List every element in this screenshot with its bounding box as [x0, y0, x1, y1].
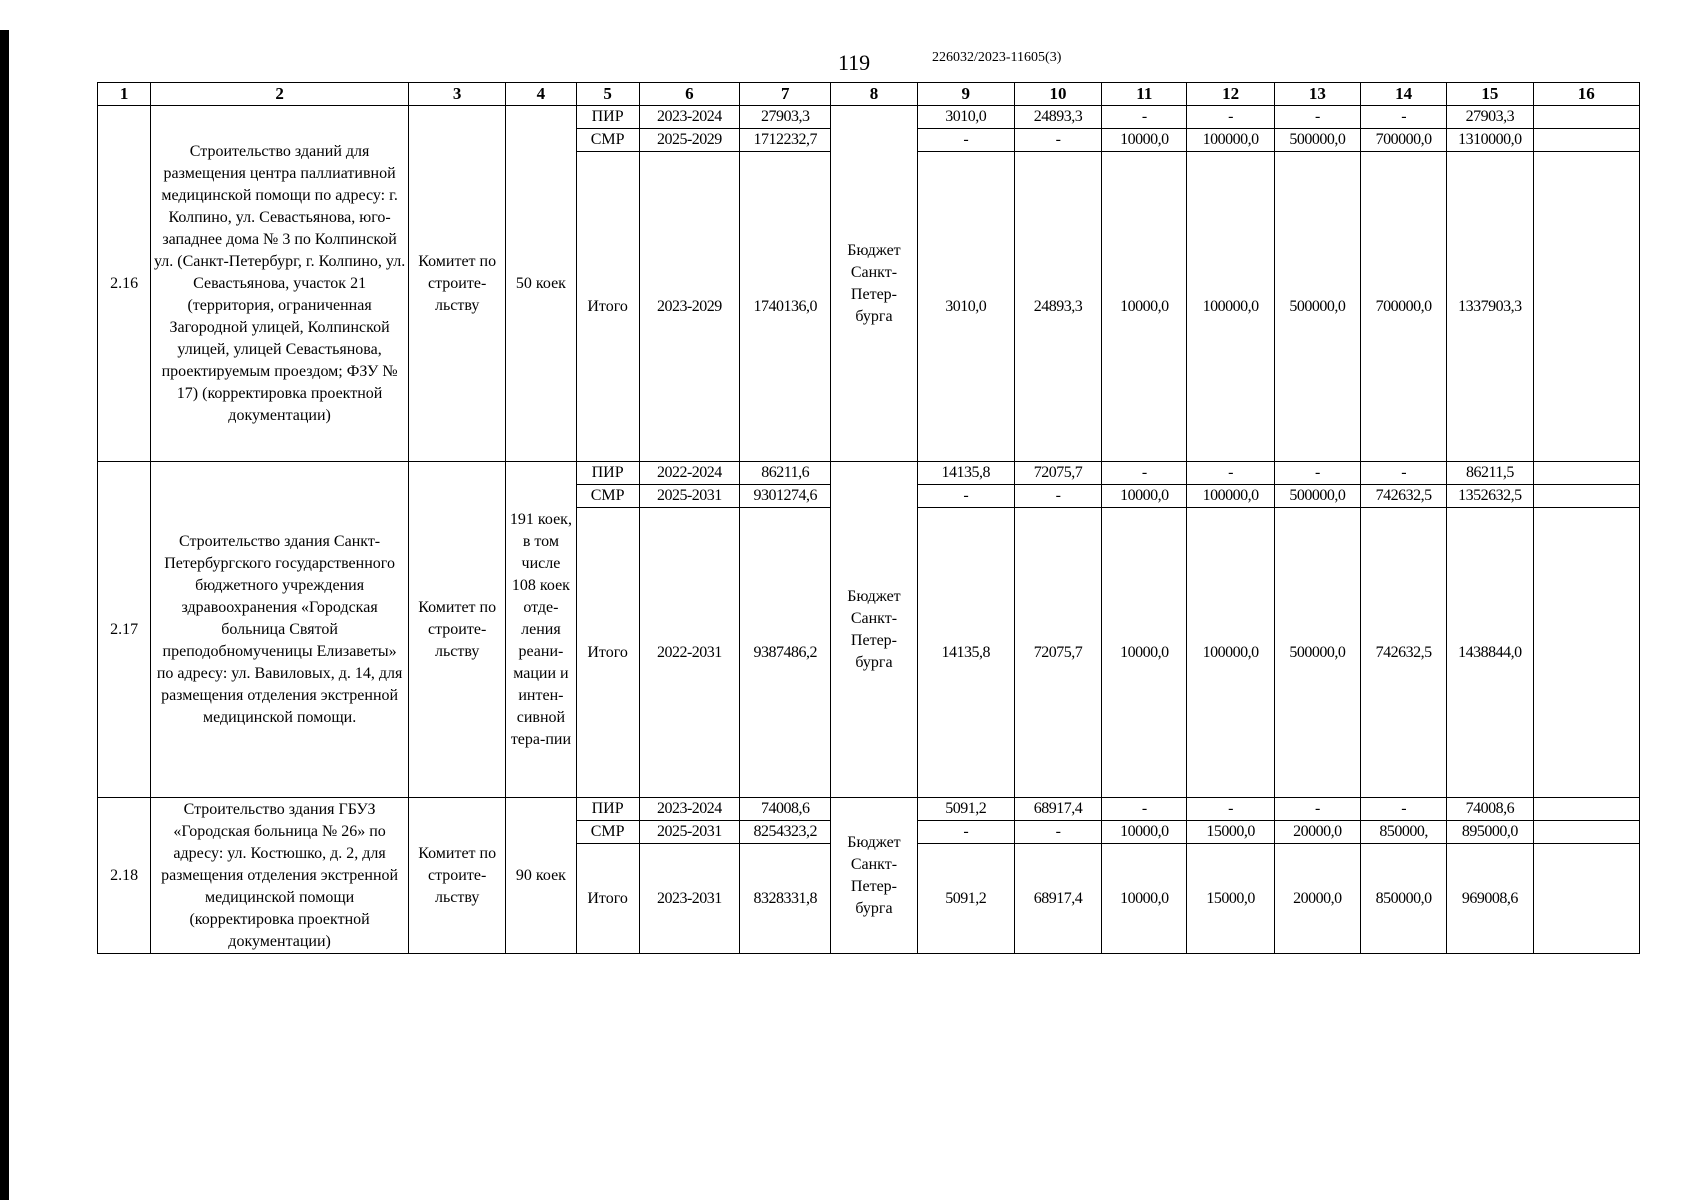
value-cell: 850000,0: [1361, 844, 1447, 954]
col-header: 4: [506, 83, 576, 106]
value-cell: 500000,0: [1274, 129, 1360, 152]
col-header: 11: [1102, 83, 1187, 106]
value-cell: -: [1187, 798, 1274, 821]
value-cell: 10000,0: [1102, 129, 1187, 152]
value-cell: -: [1274, 462, 1360, 485]
value-cell: 700000,0: [1361, 152, 1447, 462]
value-cell: -: [1361, 106, 1447, 129]
value-cell: 24893,3: [1014, 106, 1101, 129]
value-cell: -: [1187, 106, 1274, 129]
value-cell: [1533, 129, 1639, 152]
value-cell: 68917,4: [1014, 798, 1101, 821]
value-cell: [1533, 106, 1639, 129]
value-cell: 895000,0: [1447, 821, 1533, 844]
row-number: 2.18: [98, 798, 151, 954]
value-cell: 20000,0: [1274, 821, 1360, 844]
budget-table: [97, 82, 1640, 954]
work-type: ПИР: [576, 106, 639, 129]
header-row: [98, 83, 1640, 106]
value-cell: 5091,2: [917, 844, 1014, 954]
value-cell: [1533, 798, 1639, 821]
object-name: Строительство здания Санкт-Петербургского государственного бюджетного учреждения здравоохранения «Городская больница Святой преподобномученицы Елизаветы» по адресу: ул. Вавиловых, д. 14, для размещения отделения экстренной медицинской помощи.: [151, 462, 409, 798]
value-cell: 500000,0: [1274, 152, 1360, 462]
period-cell: 2025-2031: [639, 485, 739, 508]
col-header: 8: [831, 83, 917, 106]
object-name: Строительство здания ГБУЗ «Городская больница № 26» по адресу: ул. Костюшко, д. 2, для размещения отделения экстренной медицинской помощи (корректировка проектной документации): [151, 798, 409, 954]
value-cell: 500000,0: [1274, 485, 1360, 508]
value-cell: 10000,0: [1102, 821, 1187, 844]
work-type: СМР: [576, 821, 639, 844]
value-cell: 1352632,5: [1447, 485, 1533, 508]
value-cell: 72075,7: [1014, 508, 1101, 798]
value-cell: [1533, 508, 1639, 798]
total-cell: 86211,6: [740, 462, 831, 485]
value-cell: 100000,0: [1187, 485, 1274, 508]
value-cell: -: [1274, 106, 1360, 129]
budget-source: Бюджет Санкт-Петер-бурга: [831, 462, 917, 798]
work-type: ПИР: [576, 798, 639, 821]
table-row: [98, 798, 1640, 821]
col-header: 1: [98, 83, 151, 106]
value-cell: 20000,0: [1274, 844, 1360, 954]
value-cell: 24893,3: [1014, 152, 1101, 462]
total-cell: 1740136,0: [740, 152, 831, 462]
capacity-cell: 191 коек, в том числе 108 коек отде-ления реани-мации и интен-сивной тера-пии: [506, 462, 576, 798]
period-cell: 2022-2024: [639, 462, 739, 485]
value-cell: 1337903,3: [1447, 152, 1533, 462]
value-cell: -: [1361, 462, 1447, 485]
col-header: 12: [1187, 83, 1274, 106]
period-cell: 2025-2031: [639, 821, 739, 844]
capacity-cell: 50 коек: [506, 106, 576, 462]
value-cell: 850000,: [1361, 821, 1447, 844]
total-cell: 9387486,2: [740, 508, 831, 798]
work-type: Итого: [576, 152, 639, 462]
col-header: 3: [409, 83, 506, 106]
col-header: 5: [576, 83, 639, 106]
col-header: 10: [1014, 83, 1101, 106]
value-cell: 14135,8: [917, 462, 1014, 485]
table-row: [98, 106, 1640, 129]
value-cell: -: [917, 485, 1014, 508]
total-cell: 74008,6: [740, 798, 831, 821]
value-cell: -: [1014, 821, 1101, 844]
work-type: Итого: [576, 508, 639, 798]
value-cell: 27903,3: [1447, 106, 1533, 129]
value-cell: 100000,0: [1187, 152, 1274, 462]
value-cell: 969008,6: [1447, 844, 1533, 954]
value-cell: 100000,0: [1187, 129, 1274, 152]
value-cell: 86211,5: [1447, 462, 1533, 485]
value-cell: -: [1014, 129, 1101, 152]
value-cell: -: [1361, 798, 1447, 821]
value-cell: 74008,6: [1447, 798, 1533, 821]
value-cell: 5091,2: [917, 798, 1014, 821]
value-cell: 68917,4: [1014, 844, 1101, 954]
total-cell: 8254323,2: [740, 821, 831, 844]
row-number: 2.16: [98, 106, 151, 462]
value-cell: -: [1102, 462, 1187, 485]
col-header: 15: [1447, 83, 1533, 106]
work-type: ПИР: [576, 462, 639, 485]
col-header: 13: [1274, 83, 1360, 106]
col-header: 7: [740, 83, 831, 106]
value-cell: 15000,0: [1187, 821, 1274, 844]
col-header: 2: [151, 83, 409, 106]
value-cell: -: [1187, 462, 1274, 485]
period-cell: 2023-2024: [639, 798, 739, 821]
table-row: [98, 462, 1640, 485]
value-cell: -: [917, 129, 1014, 152]
value-cell: [1533, 462, 1639, 485]
value-cell: -: [1274, 798, 1360, 821]
value-cell: 10000,0: [1102, 152, 1187, 462]
total-cell: 1712232,7: [740, 129, 831, 152]
page-number: 119: [838, 50, 871, 75]
value-cell: 700000,0: [1361, 129, 1447, 152]
scan-edge: [0, 30, 9, 1200]
value-cell: [1533, 844, 1639, 954]
value-cell: [1533, 152, 1639, 462]
committee-cell: Комитет по строите-льству: [409, 462, 506, 798]
value-cell: [1533, 485, 1639, 508]
value-cell: 3010,0: [917, 152, 1014, 462]
committee-cell: Комитет по строите-льству: [409, 798, 506, 954]
value-cell: -: [917, 821, 1014, 844]
total-cell: 27903,3: [740, 106, 831, 129]
period-cell: 2022-2031: [639, 508, 739, 798]
col-header: 14: [1361, 83, 1447, 106]
value-cell: -: [1014, 485, 1101, 508]
budget-source: Бюджет Санкт-Петер-бурга: [831, 798, 917, 954]
capacity-cell: 90 коек: [506, 798, 576, 954]
period-cell: 2023-2031: [639, 844, 739, 954]
value-cell: 1310000,0: [1447, 129, 1533, 152]
work-type: СМР: [576, 129, 639, 152]
value-cell: 742632,5: [1361, 485, 1447, 508]
value-cell: 3010,0: [917, 106, 1014, 129]
work-type: СМР: [576, 485, 639, 508]
value-cell: 10000,0: [1102, 508, 1187, 798]
value-cell: 10000,0: [1102, 844, 1187, 954]
value-cell: 14135,8: [917, 508, 1014, 798]
col-header: 6: [639, 83, 739, 106]
value-cell: -: [1102, 798, 1187, 821]
value-cell: 100000,0: [1187, 508, 1274, 798]
period-cell: 2025-2029: [639, 129, 739, 152]
value-cell: 72075,7: [1014, 462, 1101, 485]
work-type: Итого: [576, 844, 639, 954]
col-header: 16: [1533, 83, 1639, 106]
period-cell: 2023-2029: [639, 152, 739, 462]
period-cell: 2023-2024: [639, 106, 739, 129]
value-cell: 500000,0: [1274, 508, 1360, 798]
value-cell: 15000,0: [1187, 844, 1274, 954]
total-cell: 9301274,6: [740, 485, 831, 508]
value-cell: -: [1102, 106, 1187, 129]
col-header: 9: [917, 83, 1014, 106]
budget-source: Бюджет Санкт-Петер-бурга: [831, 106, 917, 462]
committee-cell: Комитет по строите-льству: [409, 106, 506, 462]
value-cell: 742632,5: [1361, 508, 1447, 798]
value-cell: 10000,0: [1102, 485, 1187, 508]
object-name: Строительство зданий для размещения центра паллиативной медицинской помощи по адресу: г. Колпино, ул. Севастьянова, юго-западнее дома № 3 по Колпинской ул. (Санкт-Петербург, г. Колпино, ул. Севастьянова, участок 21 (территория, ограниченная Загородной улицей, Колпинской улицей, улицей Севастьянова, проектируемым проездом; ФЗУ № 17) (корректировка проектной документации): [151, 106, 409, 462]
total-cell: 8328331,8: [740, 844, 831, 954]
value-cell: [1533, 821, 1639, 844]
document-id: 226032/2023-11605(3): [932, 50, 1062, 65]
row-number: 2.17: [98, 462, 151, 798]
value-cell: 1438844,0: [1447, 508, 1533, 798]
